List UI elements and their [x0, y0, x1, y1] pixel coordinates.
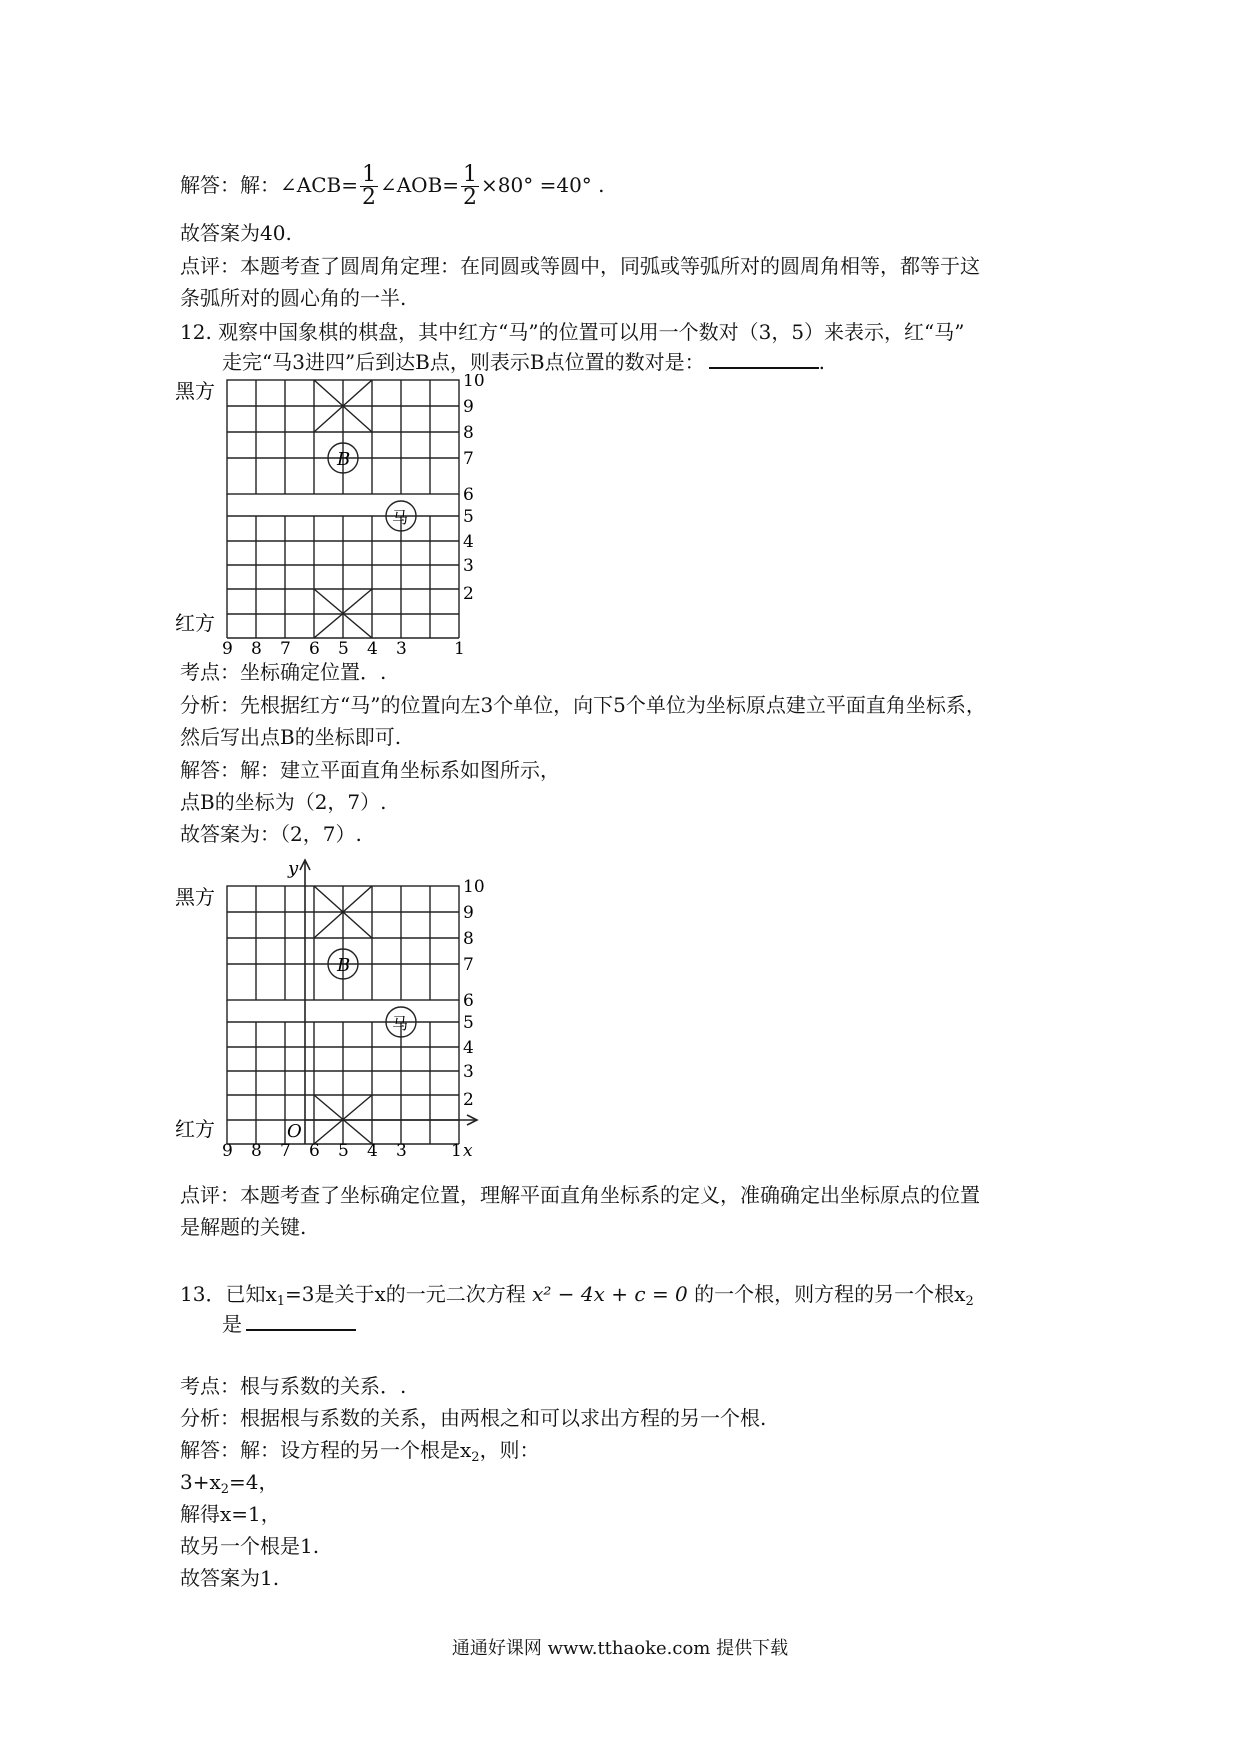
right-labels [463, 374, 485, 604]
q11-comment-line-2: 条弧所对的圆心角的一半. [180, 286, 407, 310]
row-label: 6 [463, 991, 474, 1011]
row-label: 4 [463, 1038, 474, 1058]
q11-answer [180, 164, 605, 209]
q13-jieda [180, 1436, 540, 1472]
col-label: 5 [338, 1141, 349, 1156]
answer-expr-mid: ∠AOB= [379, 173, 460, 197]
right-labels [463, 877, 485, 1110]
col-label: 6 [309, 639, 320, 654]
row-label: 10 [463, 374, 485, 391]
subscript: 2 [965, 1294, 974, 1309]
q12-stem-line-1: 12. 观察中国象棋的棋盘，其中红方“马”的位置可以用一个数对（3，5）来表示，红“马” [180, 320, 965, 344]
q13-jieda-pre: 解答：解：设方程的另一个根是x [180, 1438, 472, 1462]
q12-stem-text: 走完“马3进四”后到达B点，则表示B点位置的数对是： [222, 350, 705, 374]
chess-board-figure-1 [175, 374, 495, 654]
step-post: =4， [229, 1470, 279, 1494]
bottom-labels [222, 639, 465, 654]
col-label: 6 [309, 1141, 320, 1156]
col-label: 7 [280, 639, 291, 654]
q13-stem-mid: =3是关于x的一元二次方程 [285, 1282, 526, 1306]
quadratic-equation: x² − 4x + c = 0 [532, 1282, 688, 1306]
answer-blank [246, 1311, 356, 1331]
answer-expr-post: ×80° =40° . [481, 173, 605, 197]
red-side-label: 红方 [175, 1117, 215, 1141]
col-label: 8 [251, 639, 262, 654]
row-label: 8 [463, 423, 474, 443]
q13-stem-text: 是 [222, 1312, 242, 1336]
q11-final: 故答案为40. [180, 221, 292, 245]
col-label: 9 [222, 1141, 233, 1156]
fraction-numerator: 1 [463, 162, 478, 187]
q12-fenxi-line-1: 分析：先根据红方“马”的位置向左3个单位，向下5个单位为坐标原点建立平面直角坐标系， [180, 693, 986, 717]
piece-b-label: B [337, 955, 351, 976]
q13-fenxi: 分析：根据根与系数的关系，由两根之和可以求出方程的另一个根. [180, 1406, 767, 1430]
fraction-numerator: 1 [361, 162, 376, 187]
q12-jieda-line-2: 点B的坐标为（2，7）. [180, 790, 387, 814]
q13-kaodian: 考点：根与系数的关系．. [180, 1374, 407, 1398]
q12-stem-end: . [818, 350, 825, 374]
q12-jieda-line-3: 故答案为：（2，7）. [180, 822, 362, 846]
col-label: 4 [367, 1141, 378, 1156]
q13-step-1 [180, 1468, 279, 1504]
q12-comment-line-1: 点评：本题考查了坐标确定位置，理解平面直角坐标系的定义，准确确定出坐标原点的位置 [180, 1183, 980, 1207]
q12-fenxi-line-2: 然后写出点B的坐标即可. [180, 725, 402, 749]
col-label: 7 [280, 1141, 291, 1156]
row-label: 10 [463, 877, 485, 897]
q13-step-3: 故另一个根是1. [180, 1534, 320, 1558]
fraction-denominator: 2 [361, 185, 376, 210]
q13-stem-post: 的一个根，则方程的另一个根x [694, 1282, 966, 1306]
answer-blank [709, 349, 819, 369]
row-label: 5 [463, 1013, 474, 1033]
bottom-labels [222, 1141, 473, 1156]
col-label: 9 [222, 639, 233, 654]
row-label: 7 [463, 955, 474, 975]
col-label: 3 [396, 1141, 407, 1156]
subscript: 2 [220, 1482, 230, 1497]
black-side-label: 黑方 [175, 379, 215, 403]
row-label: 7 [463, 449, 474, 469]
subscript: 2 [471, 1450, 480, 1465]
row-label: 5 [463, 507, 474, 527]
piece-ma-label: 马 [392, 1014, 409, 1033]
red-side-label: 红方 [175, 611, 215, 635]
col-label: 5 [338, 639, 349, 654]
row-label: 4 [463, 532, 474, 552]
row-label: 9 [463, 397, 474, 417]
q12-stem-line-2 [222, 348, 825, 376]
q13-step-4: 故答案为1. [180, 1566, 280, 1590]
q12-comment-line-2: 是解题的关键. [180, 1215, 307, 1239]
col-label: 8 [251, 1141, 262, 1156]
col-label: 3 [396, 639, 407, 654]
col-label: 1 [451, 1141, 462, 1156]
answer-expr-pre: ∠ACB= [280, 173, 358, 197]
q12-jieda-line-1: 解答：解：建立平面直角坐标系如图所示， [180, 758, 560, 782]
y-axis-label: y [288, 858, 299, 879]
chess-board-figure-2 [175, 856, 495, 1156]
row-label: 6 [463, 485, 474, 505]
answer-label: 解答：解： [180, 173, 280, 197]
piece-b-label: B [337, 449, 351, 470]
black-side-label: 黑方 [175, 885, 215, 909]
q13-stem-pre: 13．已知x [180, 1282, 277, 1306]
fraction-2 [461, 164, 479, 209]
row-label: 8 [463, 929, 474, 949]
row-label: 3 [463, 556, 474, 576]
col-label: 1 [454, 639, 465, 654]
row-label: 2 [463, 584, 474, 604]
q13-jieda-post: ，则： [479, 1438, 540, 1462]
page-footer: 通通好课网 www.tthaoke.com 提供下载 [451, 1638, 789, 1659]
q12-kaodian: 考点：坐标确定位置．. [180, 660, 387, 684]
subscript: 1 [276, 1294, 286, 1309]
fraction-1 [360, 164, 378, 209]
x-axis-label: x [463, 1141, 473, 1156]
origin-label: O [287, 1121, 302, 1142]
piece-ma-label: 马 [392, 508, 409, 527]
q13-stem-line-2 [222, 1310, 356, 1338]
q13-step-2: 解得x=1， [180, 1502, 281, 1526]
q11-comment-line-1: 点评：本题考查了圆周角定理：在同圆或等圆中，同弧或等弧所对的圆周角相等，都等于这 [180, 254, 980, 278]
fraction-denominator: 2 [463, 185, 478, 210]
step-pre: 3+x [180, 1470, 221, 1494]
row-label: 9 [463, 903, 474, 923]
row-label: 3 [463, 1062, 474, 1082]
row-label: 2 [463, 1090, 474, 1110]
col-label: 4 [367, 639, 378, 654]
